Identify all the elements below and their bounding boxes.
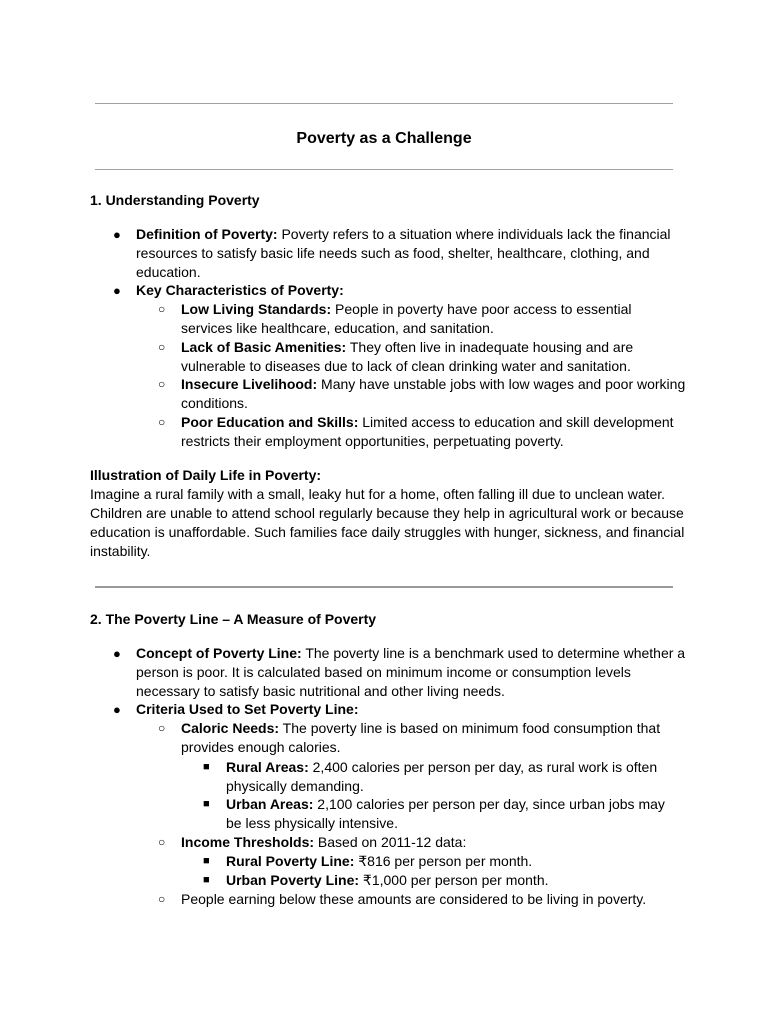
characteristic-item [181,300,686,319]
characteristic-item-cont: restricts their employment opportunities, perpetuating poverty. [181,433,564,449]
urban-areas-item-cont: be less physically intensive. [226,815,398,831]
term: Rural Areas: [226,759,309,775]
term: Low Living Standards: [181,301,332,317]
concept-item-cont: necessary to satisfy basic nutritional and other living needs. [136,683,505,699]
bullet-circle: ○ [158,302,166,316]
rural-poverty-line-item [226,852,686,871]
below-line-item: People earning below these amounts are considered to be living in poverty. [181,891,647,907]
text: People in poverty have poor access to essential [331,301,632,317]
definition-item [136,225,686,244]
illustration-line: instability. [90,543,151,559]
illustration-line: education is unaffordable. Such families face daily struggles with hunger, sickness, and financial [90,524,685,540]
text: Based on 2011-12 data: [314,834,467,850]
illustration-line: Children are unable to attend school regularly because they help in agricultural work or because [90,505,684,521]
caloric-item-cont: provides enough calories. [181,739,341,755]
term: Criteria Used to Set Poverty Line: [136,701,359,717]
urban-poverty-line-item [226,871,686,890]
term: Illustration of Daily Life in Poverty: [90,467,322,483]
text: ₹816 per person per month. [354,853,533,869]
divider-under-title [95,169,673,170]
bullet-circle: ○ [158,340,166,354]
section-2-heading: 2. The Poverty Line – A Measure of Poverty [90,611,377,627]
bullet-disc: ● [113,702,121,717]
bullet-circle: ○ [158,377,166,391]
text: 2,400 calories per person per day, as rural work is often [308,759,658,775]
bullet-circle: ○ [158,415,166,429]
bullet-circle: ○ [158,721,166,735]
bullet-circle: ○ [158,835,166,849]
term: Urban Poverty Line: [226,872,360,888]
term: Urban Areas: [226,796,314,812]
key-characteristics-item [136,281,686,300]
term: Caloric Needs: [181,720,280,736]
term: Poor Education and Skills: [181,414,359,430]
term: Definition of Poverty: [136,226,278,242]
concept-item-cont: person is poor. It is calculated based on minimum income or consumption levels [136,664,631,680]
term: Income Thresholds: [181,834,315,850]
criteria-item [136,700,686,719]
characteristic-item [181,413,686,432]
bullet-disc: ● [113,646,121,661]
characteristic-item [181,338,686,357]
bullet-disc: ● [113,227,121,242]
definition-item-cont: education. [136,264,201,280]
urban-areas-item [226,795,686,814]
text: Poverty refers to a situation where individuals lack the financial [277,226,671,242]
bullet-square: ■ [203,761,210,773]
section-1-heading: 1. Understanding Poverty [90,192,260,208]
characteristic-item-cont: vulnerable to diseases due to lack of clean drinking water and sanitation. [181,358,631,374]
bullet-square: ■ [203,855,210,867]
term: Key Characteristics of Poverty: [136,282,344,298]
characteristic-item-cont: conditions. [181,395,248,411]
income-item [181,833,686,852]
text: They often live in inadequate housing and are [346,339,634,355]
characteristic-item [181,375,686,394]
term: Insecure Livelihood: [181,376,318,392]
bullet-square: ■ [203,874,210,886]
divider-top [95,103,673,104]
definition-item-cont: resources to satisfy basic life needs such as food, shelter, healthcare, clothing, and [136,245,650,261]
illustration-heading [90,466,690,485]
bullet-disc: ● [113,283,121,298]
rural-areas-item-cont: physically demanding. [226,778,364,794]
rural-areas-item [226,758,686,777]
characteristic-item-cont: services like healthcare, education, and sanitation. [181,320,494,336]
text: ₹1,000 per person per month. [359,872,549,888]
term: Rural Poverty Line: [226,853,355,869]
text: 2,100 calories per person per day, since urban jobs may [313,796,665,812]
illustration-line: Imagine a rural family with a small, leaky hut for a home, often falling ill due to unclean water. [90,486,666,502]
bullet-square: ■ [203,798,210,810]
text: Limited access to education and skill development [358,414,674,430]
text: The poverty line is a benchmark used to determine whether a [301,645,686,661]
concept-item [136,644,686,663]
text: The poverty line is based on minimum food consumption that [279,720,661,736]
bullet-circle: ○ [158,892,166,906]
term: Lack of Basic Amenities: [181,339,347,355]
caloric-item [181,719,686,738]
text: Many have unstable jobs with low wages and poor working [317,376,686,392]
divider-section-2 [95,586,673,588]
page-title: Poverty as a Challenge [296,130,472,147]
term: Concept of Poverty Line: [136,645,302,661]
